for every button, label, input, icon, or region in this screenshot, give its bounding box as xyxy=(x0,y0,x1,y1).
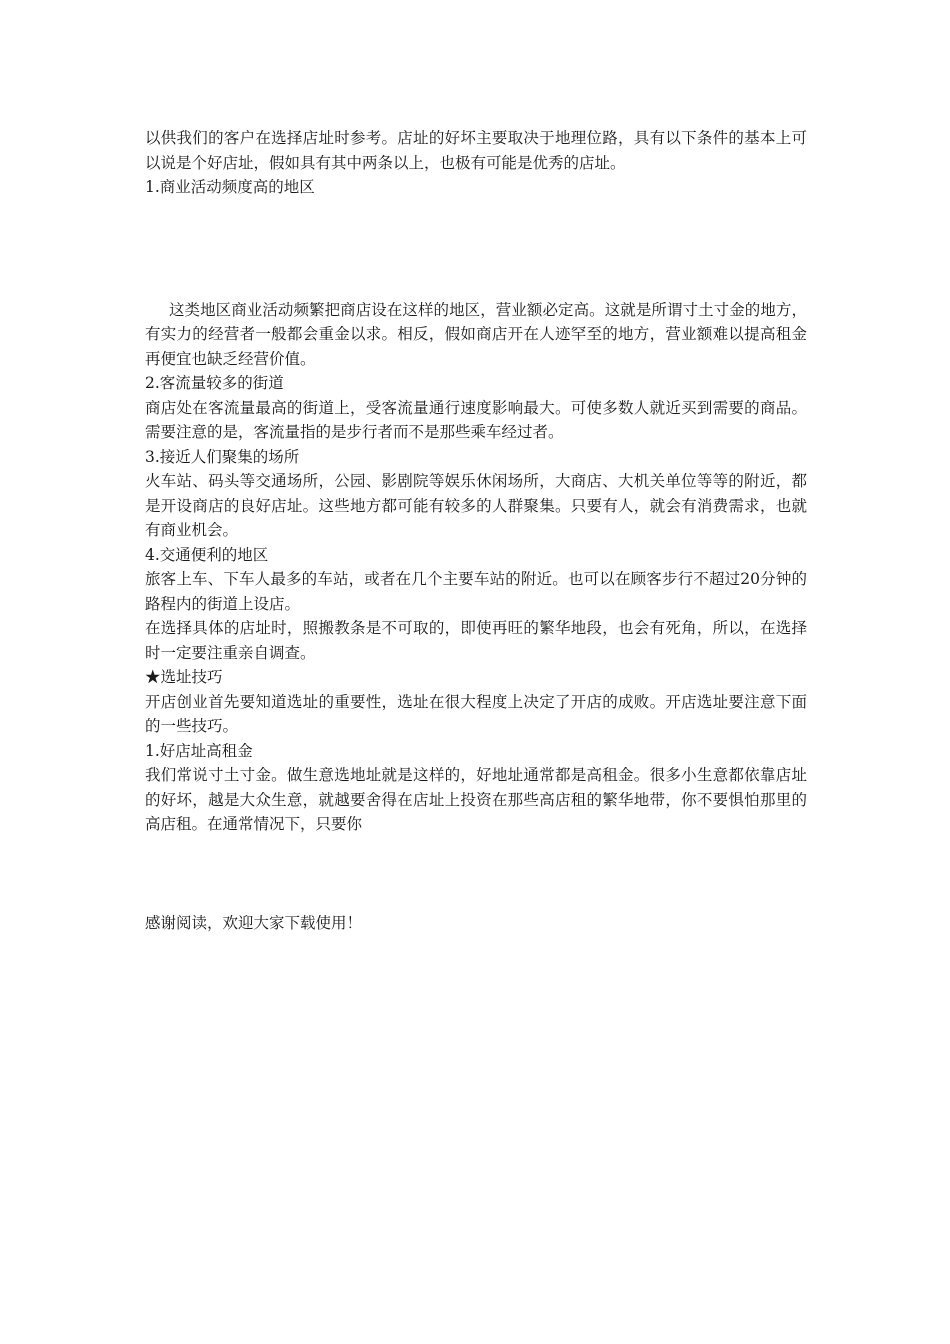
tip1-paragraph: 我们常说寸土寸金。做生意选地址就是这样的，好地址通常都是高租金。很多小生意都依靠店址的好坏，越是大众生意，就越要舍得在店址上投资在那些高店租的繁华地带，你不要惧怕那里的高店租。在通常情况下，只要你 xyxy=(145,766,807,833)
blank-space xyxy=(145,837,807,911)
section2-paragraph: 商店处在客流量最高的街道上，受客流量通行速度影响最大。可使多数人就近买到需要的商品。需要注意的是，客流量指的是步行者而不是那些乘车经过者。 xyxy=(145,398,807,441)
section1-heading: 1.商业活动频度高的地区 xyxy=(145,178,315,196)
section3-paragraph: 火车站、码头等交通场所，公园、影剧院等娱乐休闲场所，大商店、大机关单位等等的附近，都是开设商店的良好店址。这些地方都可能有较多的人群聚集。只要有人，就会有消费需求，也就有商业机会。 xyxy=(145,472,807,539)
tip1-heading: 1.好店址高租金 xyxy=(145,741,253,760)
closing-line: 感谢阅读，欢迎大家下载使用！ xyxy=(145,913,363,932)
section4-heading: 4.交通便利的地区 xyxy=(145,545,269,564)
tips-paragraph: 开店创业首先要知道选址的重要性，选址在很大程度上决定了开店的成败。开店选址要注意下面的一些技巧。 xyxy=(145,692,807,735)
blank-space xyxy=(145,200,807,298)
section1-paragraph: 这类地区商业活动频繁把商店设在这样的地区，营业额必定高。这就是所谓寸土寸金的地方，有实力的经营者一般都会重金以求。相反，假如商店开在人迹罕至的地方，营业额难以提高租金再便宜也缺乏经营价值。 xyxy=(145,300,807,368)
document-body xyxy=(145,126,807,935)
section2-heading: 2.客流量较多的街道 xyxy=(145,374,284,392)
section3-heading: 3.接近人们聚集的场所 xyxy=(145,447,300,466)
tips-heading: ★选址技巧 xyxy=(145,668,223,686)
section4-paragraph: 旅客上车、下车人最多的车站，或者在几个主要车站的附近。也可以在顾客步行不超过20分钟的路程内的街道上设店。 xyxy=(145,570,807,613)
intro-paragraph: 以供我们的客户在选择店址时参考。店址的好坏主要取决于地理位路，具有以下条件的基本上可以说是个好店址，假如具有其中两条以上，也极有可能是优秀的店址。 xyxy=(145,129,807,172)
section4-note-paragraph: 在选择具体的店址时，照搬教条是不可取的，即使再旺的繁华地段，也会有死角，所以，在选择时一定要注重亲自调查。 xyxy=(145,619,807,662)
